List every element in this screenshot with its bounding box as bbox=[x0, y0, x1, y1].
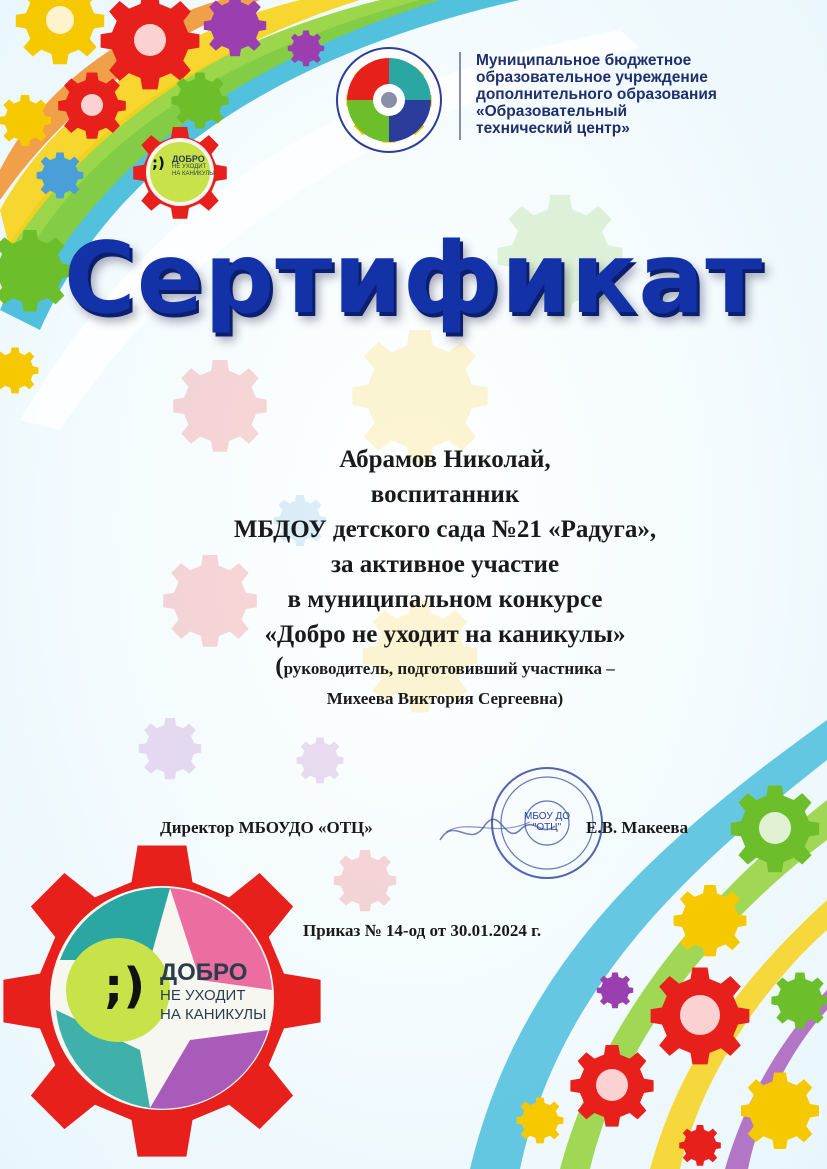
director-name: Е.В. Макеева bbox=[586, 818, 689, 837]
small-logo-line: ДОБРО bbox=[172, 154, 205, 164]
contest-name: «Добро не уходит на каникулы» bbox=[264, 621, 626, 648]
org-line: «Образовательный bbox=[476, 103, 627, 120]
recipient-institution: МБДОУ детского сада №21 «Радуга», bbox=[233, 516, 657, 543]
organization-name bbox=[476, 52, 796, 137]
header-divider bbox=[459, 52, 461, 140]
stamp-center-text bbox=[517, 811, 577, 833]
award-reason-1: за активное участие bbox=[330, 551, 560, 578]
campaign-logo-line: НА КАНИКУЛЫ bbox=[160, 1006, 267, 1023]
stamp-line: "ОТЦ" bbox=[532, 822, 562, 833]
campaign-logo-line: ДОБРО bbox=[160, 959, 248, 986]
campaign-logo-text bbox=[160, 960, 266, 1024]
certificate-body bbox=[150, 442, 740, 714]
small-logo-line: НЕ УХОДИТ bbox=[172, 164, 207, 170]
campaign-smile: ;) bbox=[104, 958, 146, 1014]
org-line: образовательное учреждение bbox=[476, 69, 708, 86]
campaign-logo-line: НЕ УХОДИТ bbox=[160, 987, 246, 1004]
supervisor-text-1: руководитель, подготовивший участника – bbox=[283, 659, 615, 678]
award-reason-2: в муниципальном конкурсе bbox=[287, 586, 603, 613]
director-position: Директор МБОУДО «ОТЦ» bbox=[160, 818, 373, 837]
stamp-line: МБОУ ДО bbox=[523, 811, 571, 822]
recipient-role: воспитанник bbox=[370, 481, 520, 508]
small-logo-line: НА КАНИКУЛЫ bbox=[172, 171, 215, 177]
order-reference: Приказ № 14-од от 30.01.2024 г. bbox=[303, 921, 542, 940]
supervisor-line-2: Михеева Виктория Сергеевна) bbox=[326, 689, 564, 708]
paren-open: ( bbox=[275, 653, 284, 680]
small-campaign-logo bbox=[172, 154, 215, 178]
recipient-name: Абрамов Николай, bbox=[339, 446, 551, 473]
supervisor-line-1 bbox=[150, 652, 740, 684]
org-line: дополнительного образования bbox=[476, 86, 717, 103]
small-campaign-smile: ;) bbox=[152, 154, 165, 172]
org-line: Муниципальное бюджетное bbox=[476, 52, 692, 69]
org-line: технический центр» bbox=[476, 120, 630, 137]
certificate-title: Сертификат bbox=[63, 222, 764, 336]
